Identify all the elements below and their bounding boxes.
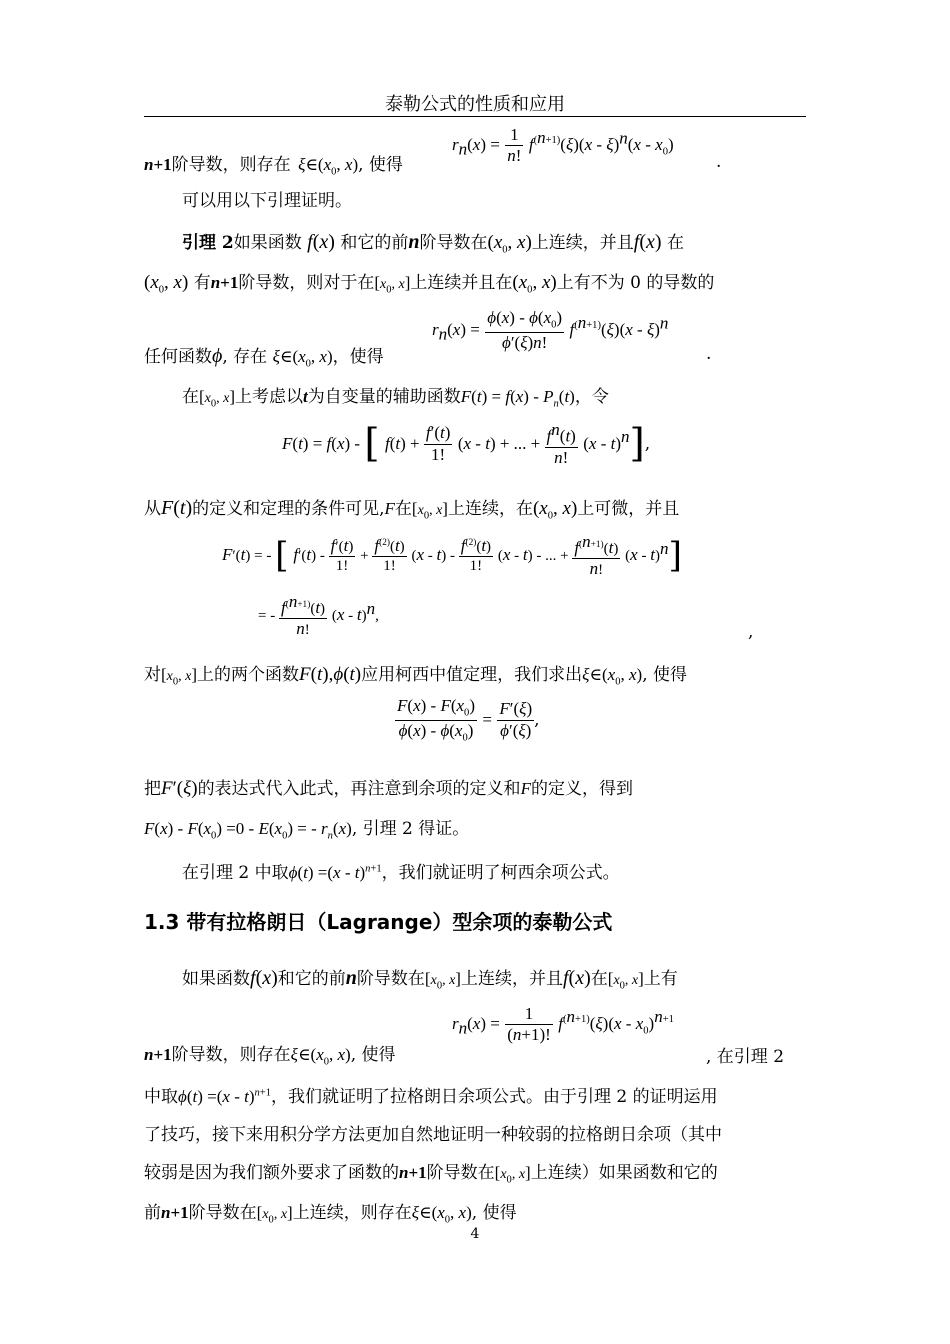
period: . xyxy=(706,344,712,364)
text-line: n+1阶导数，则存在 $\xi\in(x_0$, x), 使得 xyxy=(144,155,403,178)
text-line: 较弱是因为我们额外要求了函数的n+1阶导数在[$x_0$, x]上连续）如果函数和它的 xyxy=(144,1163,718,1186)
lemma-label: 引理 2 xyxy=(182,233,234,253)
text-line: 中取ϕ(t) =(x - t)$^{n+1}$，我们就证明了拉格朗日余项公式。由于引理 2 的证明运用 xyxy=(144,1087,718,1107)
header-rule xyxy=(144,116,806,117)
formula-cauchy-remainder: $r_n(x)$ = $\frac{1}{n!}$ $f^{(n+1)}(\xi)(x - \xi)^n(x - x_0)$ xyxy=(452,125,674,165)
text-line: 从F(t)的定义和定理的条件可见,F在[$x_0$, x]上连续，在($x_0$, x)上可微，并且 xyxy=(144,497,680,522)
text-line: 把F′(ξ)的表达式代入此式，再注意到余项的定义和F的定义，得到 xyxy=(144,778,633,799)
text-line: n+1阶导数，则存在$\xi\in(x_0$, x), 使得 xyxy=(144,1045,396,1068)
formula-auxiliary-F: F(t) = f(x) - [ f(t) + $\frac{f'(t)}{1!}$ (x - t) + ... + $\frac{f^n(t)}{n!}$ (x - t)$^n$], xyxy=(282,420,651,468)
text-line: $F(x) - F(x_0) =0 - E(x_0)$ = - $r_n(x)$, 引理 2 得证。 xyxy=(144,819,470,842)
formula-lagrange-remainder: $r_n(x)$ = $\frac{1}{(n+1)!}$ $f^{(n+1)}(\xi)(x - x_0)^{n+1}$ xyxy=(452,1004,674,1044)
lemma-line-3: 任何函数ϕ, 存在 $\xi\in(x_0$, x)，使得 xyxy=(144,345,384,370)
text-line: 在引理 2 中取ϕ(t) =(x - t)$^{n+1}$，我们就证明了柯西余项公式。 xyxy=(182,863,620,883)
text-line: 了技巧，接下来用积分学方法更加自然地证明一种较弱的拉格朗日余项（其中 xyxy=(144,1125,722,1145)
lemma-line-1: 引理 2如果函数 f(x) 和它的前n阶导数在($x_0$, x)上连续，并且f(x) 在 xyxy=(182,231,684,256)
formula-cauchy-mean-value: $\frac{F(x) - F(x_0)}{\phi(x) - \phi(x_0)}$ = $\frac{F'(\xi)}{\phi'(\xi)}$ , xyxy=(397,696,540,743)
text-line: 在[$x_0$, x]上考虑以t为自变量的辅助函数$F(t) = f(x) - P_n(t)$，令 xyxy=(182,387,609,410)
text-line: 如果函数f(x)和它的前n阶导数在[$x_0$, x]上连续，并且f(x)在[$x_0$, x]上有 xyxy=(182,967,678,992)
formula-derivative-F: F′(t) = - [ f′(t) - $\frac{f'(t)}{1!}$ + $\frac{f^{(2)}(t)}{1!}$ (x - t) - $\frac{f^{(2)}(t)}{1!}$ (x - t) - ... + $\frac{f^{(n+1)}(t)}{n!}$ (x - t)$^n$] xyxy=(222,532,682,579)
text-line: 对[$x_0$, x]上的两个函数F(t),ϕ(t)应用柯西中值定理，我们求出$\xi\in(x_0$, x), 使得 xyxy=(144,664,687,688)
paragraph: 可以用以下引理证明。 xyxy=(182,191,352,211)
formula-lemma2: $r_n(x)$ = $\frac{\phi(x) - \phi(x_0)}{\phi'(\xi)n!}$ $f^{(n+1)}(\xi)(x - \xi)^n$ xyxy=(432,308,669,352)
page-number: 4 xyxy=(470,1226,480,1242)
math-inline: n xyxy=(144,155,154,174)
section-heading: 1.3 带有拉格朗日（Lagrange）型余项的泰勒公式 xyxy=(144,910,613,934)
period: . xyxy=(716,152,722,172)
comma: , xyxy=(748,622,754,642)
running-header: 泰勒公式的性质和应用 xyxy=(385,94,565,115)
formula-derivative-F-result: = - $\frac{f^{(n+1)}(t)}{n!}$ (x - t)$^n$, xyxy=(258,592,379,639)
lemma-line-2: ($x_0$, x) 有n+1阶导数，则对于在[$x_0$, x]上连续并且在($x_0$, x)上有不为 0 的导数的 xyxy=(144,272,715,296)
text-line: 前n+1阶导数在[$x_0$, x]上连续，则存在$\xi\in(x_0$, x), 使得 xyxy=(144,1203,517,1226)
text-fragment: , 在引理 2 xyxy=(706,1047,785,1067)
